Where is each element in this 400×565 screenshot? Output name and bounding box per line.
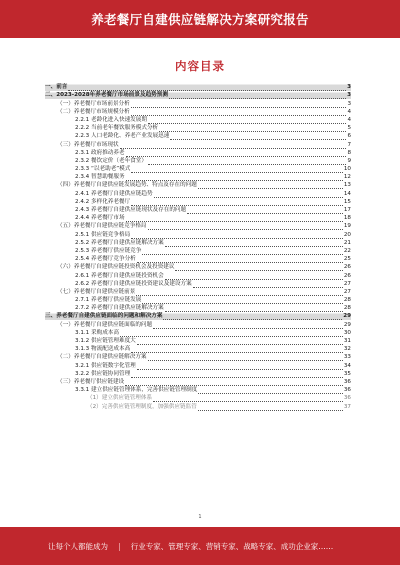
toc-leader-dots — [165, 307, 343, 312]
toc-leader-dots — [136, 291, 343, 296]
toc-entry[interactable] — [45, 296, 351, 304]
toc-entry-label: （三）养老餐厅供应链建设 — [57, 378, 125, 385]
toc-entry-page: 32 — [343, 346, 351, 353]
toc-entry-label: 2.6.2 养老餐厅自建供应链投资建议及建设方案 — [75, 280, 192, 287]
footer-separator: | — [118, 541, 121, 551]
toc-entry-page: 17 — [343, 207, 351, 213]
toc-entry-page: 31 — [343, 338, 351, 344]
toc-entry-page: 36 — [343, 387, 351, 394]
toc-entry-label: 2.5.4 养老餐厅竞争分析 — [75, 256, 136, 263]
toc-leader-dots — [170, 135, 346, 140]
toc-entry-page: 5 — [347, 125, 351, 132]
toc-entry-page: 30 — [343, 329, 351, 336]
toc-leader-dots — [137, 365, 343, 370]
toc-entry-page: 14 — [343, 190, 351, 197]
toc-entry-label: 2.5.3 养老餐厅供应链竞争 — [75, 247, 142, 254]
toc-entry-page: 25 — [343, 256, 351, 263]
toc-entry-page: 37 — [343, 403, 351, 410]
toc-leader-dots — [148, 356, 343, 361]
toc-entry-page: 34 — [343, 362, 351, 369]
footer-slogan-left: 让每个人都能成为 — [48, 541, 108, 551]
toc-entry-page: 28 — [343, 305, 351, 312]
toc-entry-label: （一）养老餐厅自建供应链面临的问题 — [57, 321, 153, 328]
toc-leader-dots — [153, 324, 343, 329]
toc-entry[interactable] — [45, 239, 351, 247]
toc-entry[interactable] — [45, 247, 351, 255]
toc-entry[interactable] — [45, 402, 351, 410]
toc-entry-label: 2.4.4 养老餐厅市场 — [75, 215, 125, 222]
toc-entry-page: 19 — [343, 223, 351, 230]
toc-leader-dots — [163, 315, 342, 320]
toc-entry-label: 3.3.1 建立供应链管理体系，完善供应链管理制度 — [75, 387, 198, 394]
toc-leader-dots — [142, 299, 343, 304]
toc-entry-page: 4 — [347, 116, 351, 123]
toc-entry-page: 22 — [343, 247, 351, 254]
toc-entry-label: 一、前言 — [45, 84, 68, 91]
toc-entry[interactable] — [45, 99, 351, 107]
toc-leader-dots — [198, 389, 343, 394]
toc-entry-label: 3.2.1 供应链数字化管理 — [75, 362, 136, 369]
toc-entry[interactable] — [45, 312, 351, 320]
toc-entry-page: 36 — [343, 395, 351, 402]
toc-entry-label: 3.1.1 采购成本高 — [75, 329, 119, 336]
toc-leader-dots — [131, 201, 343, 206]
toc-leader-dots — [120, 144, 347, 149]
toc-entry-label: （1）建立供应链管理体系 — [87, 395, 153, 402]
toc-entry[interactable] — [45, 189, 351, 197]
toc-entry[interactable] — [45, 108, 351, 116]
toc-leader-dots — [193, 283, 343, 288]
toc-entry[interactable] — [45, 345, 351, 353]
toc-entry[interactable] — [45, 83, 351, 91]
toc-entry[interactable] — [45, 173, 351, 181]
toc-entry-label: 2.3.1 政府推动养老 — [75, 149, 125, 156]
toc-entry-page: 15 — [343, 198, 351, 205]
toc-entry[interactable] — [45, 91, 351, 99]
toc-entry-label: 2.5.2 养老餐厅自建供应链解决方案 — [75, 239, 164, 246]
toc-entry-label: 2.5.1 供应链竞争格局 — [75, 231, 131, 238]
toc-entry[interactable] — [45, 271, 351, 279]
toc-entry[interactable] — [45, 337, 351, 345]
toc-entry-label: 2.4.2 多样化养老餐厅 — [75, 198, 131, 205]
toc-entry-label: （五）养老餐厅自建供应链竞争格局 — [57, 223, 147, 230]
toc-entry[interactable] — [45, 263, 351, 271]
toc-entry[interactable] — [45, 157, 351, 165]
toc-leader-dots — [120, 332, 343, 337]
toc-entry[interactable] — [45, 181, 351, 189]
toc-leader-dots — [175, 266, 342, 271]
toc-leader-dots — [187, 209, 343, 214]
toc-entry[interactable] — [45, 230, 351, 238]
toc-entry-label: 2.3.3 “以老助老”模式 — [75, 166, 131, 173]
toc-entry-page: 27 — [343, 288, 351, 295]
toc-entry[interactable] — [45, 214, 351, 222]
toc-entry-label: （二）养老餐厅自建供应链解决方案 — [57, 354, 147, 361]
report-title: 养老餐厅自建供应链解决方案研究报告 — [91, 12, 309, 27]
toc-entry-page: 10 — [343, 166, 351, 173]
toc-entry[interactable] — [45, 132, 351, 140]
toc-entry[interactable] — [45, 124, 351, 132]
toc-leader-dots — [126, 152, 347, 157]
toc-entry[interactable] — [45, 329, 351, 337]
toc-entry[interactable] — [45, 386, 351, 394]
toc-entry-page: 18 — [343, 215, 351, 222]
toc-entry-label: （六）养老餐厅自建供应链投资机会及投资建议 — [57, 264, 175, 271]
toc-entry-page: 3 — [347, 92, 351, 99]
toc-entry-page: 26 — [343, 272, 351, 279]
toc-leader-dots — [126, 176, 343, 181]
toc-entry-page: 27 — [343, 280, 351, 287]
toc-entry-label: 2.3.4 智慧助餐服务 — [75, 174, 125, 181]
toc-leader-dots — [148, 160, 346, 165]
toc-entry-label: 3.1.2 供应链管理难度大 — [75, 338, 136, 344]
toc-entry-page: 28 — [343, 297, 351, 304]
toc-heading: 内容目录 — [175, 59, 225, 73]
toc-entry[interactable] — [45, 320, 351, 328]
toc-entry-label: 2.2.3 人口老龄化、养老产业发展迅速 — [75, 133, 170, 140]
toc-entry-page: 36 — [343, 378, 351, 385]
toc-entry[interactable] — [45, 361, 351, 369]
toc-entry-label: 二、2023-2028年养老餐厅市场前景及趋势预测 — [45, 92, 168, 99]
toc-leader-dots — [198, 406, 343, 411]
toc-entry-label: （七）养老餐厅自建供应链前景 — [57, 288, 136, 295]
toc-leader-dots — [131, 348, 343, 353]
toc-entry[interactable] — [45, 288, 351, 296]
toc-entry-label: 2.3.2 餐饮定价（老年食堂） — [75, 157, 147, 164]
toc-entry-label: （三）养老餐厅市场现状 — [57, 141, 119, 148]
toc-entry-label: 2.4.3 养老餐厅自建供应链现状及存在的问题 — [75, 207, 187, 213]
toc-entry-page: 9 — [347, 157, 351, 164]
toc-entry-label: （2）完善供应链管理制度，加强供应链监管 — [87, 403, 197, 410]
toc-entry-label: 2.2.2 当前老年餐饮服务模式分析 — [75, 125, 159, 132]
toc-entry-page: 29 — [343, 313, 351, 320]
toc-entry-page: 3 — [347, 100, 351, 107]
toc-leader-dots — [68, 86, 346, 91]
toc-entry-page: 35 — [343, 370, 351, 377]
toc-entry-label: 2.2.1 老龄化进入快速发展期 — [75, 116, 147, 123]
toc-entry[interactable] — [45, 206, 351, 214]
toc-entry-label: （一）养老餐厅市场前景分析 — [57, 100, 130, 107]
toc-leader-dots — [165, 275, 343, 280]
toc-leader-dots — [154, 193, 343, 198]
toc-leader-dots — [137, 258, 343, 263]
toc-entry-label: （四）养老餐厅自建供应链发展趋势、特点及存在的问题 — [57, 182, 197, 189]
toc-leader-dots — [131, 168, 343, 173]
footer-bar — [0, 527, 400, 565]
toc-entry-page: 29 — [343, 321, 351, 328]
toc-leader-dots — [125, 381, 343, 386]
toc-leader-dots — [198, 184, 343, 189]
toc-entry[interactable] — [45, 140, 351, 148]
toc-entry[interactable] — [45, 353, 351, 361]
toc-entry-page: 12 — [343, 174, 351, 181]
toc-leader-dots — [153, 397, 343, 402]
toc-entry-label: 2.4.1 养老餐厅自建供应链趋势 — [75, 190, 153, 197]
toc-entry-label: 3.2.2 供应链协同管理 — [75, 370, 131, 377]
toc-leader-dots — [131, 103, 347, 108]
toc-entry-label: （二）养老餐厅市场规模分析 — [57, 108, 130, 115]
toc-leader-dots — [137, 340, 343, 345]
toc-entry-page: 3 — [347, 84, 351, 91]
toc-entry-page: 7 — [347, 141, 351, 148]
toc-entry-page: 20 — [343, 231, 351, 238]
toc-leader-dots — [126, 217, 343, 222]
toc-entry[interactable] — [45, 304, 351, 312]
toc-entry-page: 33 — [343, 354, 351, 361]
toc-leader-dots — [148, 225, 343, 230]
table-of-contents — [45, 83, 351, 411]
footer-slogan-right: 行业专家、管理专家、营销专家、战略专家、成功企业家…… — [130, 541, 334, 551]
toc-entry[interactable] — [45, 149, 351, 157]
toc-leader-dots — [131, 111, 347, 116]
toc-entry[interactable] — [45, 198, 351, 206]
toc-entry-label: 三、养老餐厅自建供应链面临的问题和解决方案 — [45, 313, 163, 320]
toc-leader-dots — [159, 127, 346, 132]
toc-entry-label: 2.7.2 养老餐厅自建供应链解决方案 — [75, 305, 164, 312]
toc-leader-dots — [165, 242, 343, 247]
toc-entry-label: 3.1.3 物流配送成本高 — [75, 346, 131, 353]
toc-leader-dots — [142, 250, 343, 255]
toc-entry-page: 13 — [343, 182, 351, 189]
toc-entry[interactable] — [45, 222, 351, 230]
toc-entry[interactable] — [45, 370, 351, 378]
toc-entry[interactable] — [45, 165, 351, 173]
toc-leader-dots — [148, 119, 346, 124]
report-header-bar — [0, 0, 400, 38]
toc-leader-dots — [169, 94, 346, 99]
toc-entry-page: 21 — [343, 239, 351, 246]
toc-entry-page: 26 — [343, 264, 351, 271]
toc-entry[interactable] — [45, 255, 351, 263]
toc-entry[interactable] — [45, 394, 351, 402]
toc-entry[interactable] — [45, 378, 351, 386]
toc-leader-dots — [131, 373, 343, 378]
toc-leader-dots — [131, 234, 343, 239]
toc-entry-page: 6 — [347, 133, 351, 140]
toc-entry[interactable] — [45, 280, 351, 288]
page-number: 1 — [198, 514, 202, 520]
toc-entry-page: 8 — [347, 149, 351, 156]
toc-entry-label: 2.6.1 养老餐厅自建供应链投资机会 — [75, 272, 164, 279]
toc-entry-label: 2.7.1 养老餐厅供应链发展 — [75, 297, 142, 304]
toc-entry[interactable] — [45, 116, 351, 124]
toc-entry-page: 4 — [347, 108, 351, 115]
